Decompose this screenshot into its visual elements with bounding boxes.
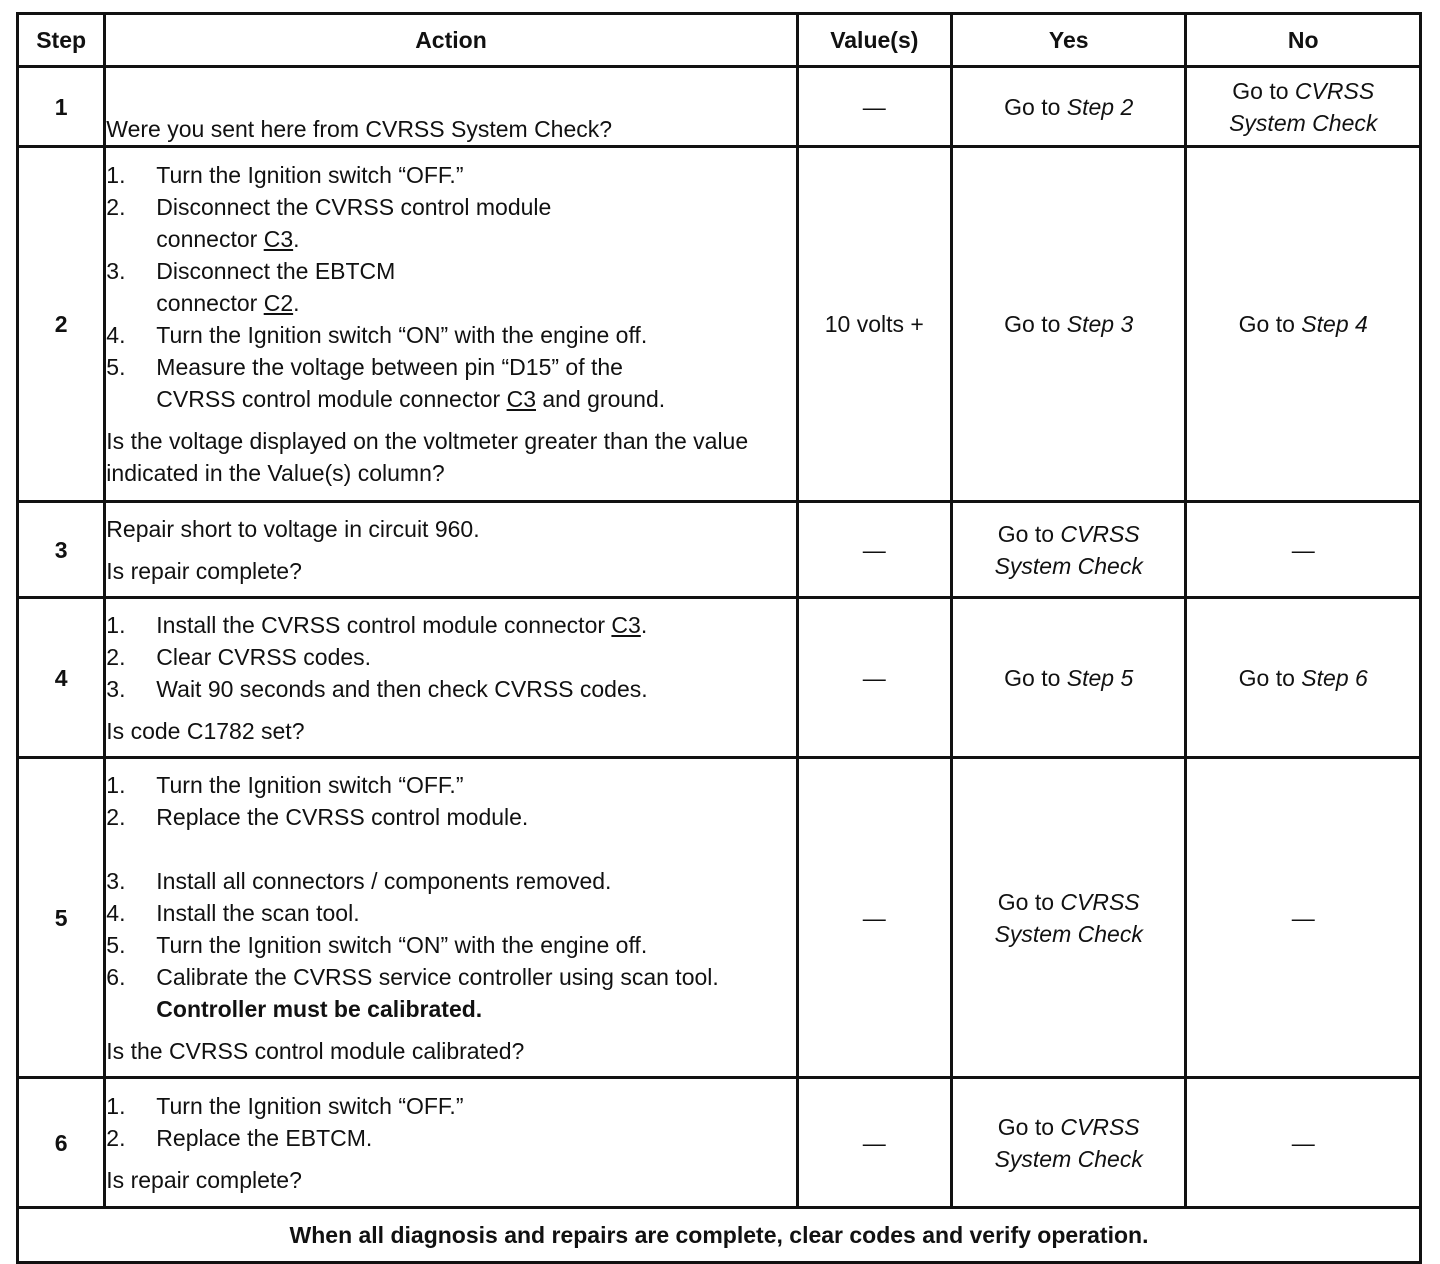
list-item: 4. Install the scan tool. <box>106 899 360 926</box>
warning-text: Controller must be calibrated. <box>156 995 483 1022</box>
list-item: 3. Wait 90 seconds and then check CVRSS codes. <box>106 675 648 702</box>
connector-link[interactable]: C3 <box>506 386 536 412</box>
list-item: 5. Measure the voltage between pin “D15” of the CVRSS control module connector C3 and ground. <box>106 354 666 412</box>
footer-row <box>18 1208 1421 1263</box>
action-cell <box>105 502 797 598</box>
yes-cell: Go to CVRSS System Check <box>951 1078 1186 1208</box>
no-cell: — <box>1186 758 1421 1078</box>
no-cell: Go to Step 4 <box>1186 147 1421 502</box>
header-step: Step <box>18 14 105 67</box>
action-steps <box>106 1090 795 1154</box>
yes-target-link-line2[interactable]: System Check <box>994 1145 1143 1172</box>
yes-cell: Go to CVRSS System Check <box>951 758 1186 1078</box>
yes-target-link[interactable]: Step 2 <box>1066 93 1134 120</box>
list-item: 2. Replace the EBTCM. <box>106 1124 373 1151</box>
list-item: 1. Turn the Ignition switch “OFF.” <box>106 1092 464 1119</box>
list-item: 4. Turn the Ignition switch “ON” with the engine off. <box>106 322 648 348</box>
question-text: Is repair complete? <box>106 557 302 584</box>
yes-cell: Go to CVRSS System Check <box>951 502 1186 598</box>
no-target-link-line1[interactable]: CVRSS <box>1294 77 1375 104</box>
question-text: Is the CVRSS control module calibrated? <box>106 1037 525 1064</box>
no-target-link[interactable]: Step 4 <box>1301 311 1368 337</box>
value-cell: 10 volts + <box>797 147 951 502</box>
diagnostic-table <box>16 12 1422 1264</box>
list-item: 2. Clear CVRSS codes. <box>106 643 372 670</box>
table-row-step-2 <box>18 147 1421 502</box>
step-number: 6 <box>18 1078 105 1208</box>
value-cell: — <box>797 502 951 598</box>
list-item: 5. Turn the Ignition switch “ON” with the engine off. <box>106 931 648 958</box>
list-item: 6. Calibrate the CVRSS service controller using scan tool. Controller must be calibrated. <box>106 963 719 1022</box>
action-cell <box>105 758 797 1078</box>
table-row-step-6 <box>18 1078 1421 1208</box>
yes-cell: Go to Step 3 <box>951 147 1186 502</box>
table-row-step-5 <box>18 758 1421 1078</box>
list-item: 2. Replace the CVRSS control module. <box>106 803 529 830</box>
step-number: 3 <box>18 502 105 598</box>
header-value: Value(s) <box>797 14 951 67</box>
step-number: 1 <box>18 67 105 147</box>
yes-target-link-line2[interactable]: System Check <box>994 920 1143 947</box>
list-item: 3. Install all connectors / components removed. <box>106 867 612 894</box>
yes-target-link[interactable]: Step 5 <box>1066 664 1134 691</box>
no-prefix: Go to <box>1232 77 1289 104</box>
action-steps <box>106 609 795 705</box>
header-row <box>18 14 1421 67</box>
action-text: Repair short to voltage in circuit 960. <box>106 515 480 542</box>
yes-target-link-line1[interactable]: CVRSS <box>1060 520 1140 547</box>
list-item: 2. Disconnect the CVRSS control module connector C3. <box>106 194 552 252</box>
no-cell: — <box>1186 502 1421 598</box>
yes-target-link-line1[interactable]: CVRSS <box>1060 1113 1140 1140</box>
table-row-step-3 <box>18 502 1421 598</box>
connector-link[interactable]: C3 <box>263 226 294 252</box>
table-row-step-4 <box>18 598 1421 758</box>
footer-note: When all diagnosis and repairs are complete, clear codes and verify operation. <box>18 1208 1421 1263</box>
no-target-link[interactable]: Step 6 <box>1301 664 1368 691</box>
yes-target-link-line1[interactable]: CVRSS <box>1060 888 1140 915</box>
action-cell <box>105 147 797 502</box>
no-cell: Go to Step 6 <box>1186 598 1421 758</box>
step-number: 2 <box>18 147 105 502</box>
action-cell <box>105 67 797 147</box>
list-item: 3. Disconnect the EBTCM connector C2. <box>106 258 396 316</box>
question-text: Is repair complete? <box>106 1166 302 1193</box>
value-cell: — <box>797 598 951 758</box>
question-text: Is code C1782 set? <box>106 717 305 744</box>
header-yes: Yes <box>951 14 1186 67</box>
value-cell: — <box>797 758 951 1078</box>
action-cell <box>105 598 797 758</box>
yes-target-link[interactable]: Step 3 <box>1066 311 1134 337</box>
yes-target-link-line2[interactable]: System Check <box>994 552 1143 579</box>
action-cell <box>105 1078 797 1208</box>
no-cell: — <box>1186 1078 1421 1208</box>
action-steps <box>106 159 795 415</box>
yes-cell <box>951 67 1186 147</box>
yes-cell: Go to Step 5 <box>951 598 1186 758</box>
question-text: Is the voltage displayed on the voltmeter greater than the value indicated in the Value(s) column? <box>106 428 749 486</box>
list-item: 1. Install the CVRSS control module connector C3. <box>106 611 648 638</box>
connector-link[interactable]: C2 <box>263 290 294 316</box>
list-item: 1. Turn the Ignition switch “OFF.” <box>106 771 464 798</box>
question-text: Were you sent here from CVRSS System Check? <box>106 116 613 142</box>
connector-link[interactable]: C3 <box>611 611 641 638</box>
step-number: 5 <box>18 758 105 1078</box>
header-action: Action <box>105 14 797 67</box>
header-no: No <box>1186 14 1421 67</box>
list-item: 1. Turn the Ignition switch “OFF.” <box>106 162 464 188</box>
table-row-step-1 <box>18 67 1421 147</box>
action-steps <box>106 769 795 1025</box>
step-number: 4 <box>18 598 105 758</box>
value-cell: — <box>797 1078 951 1208</box>
no-cell <box>1186 67 1421 147</box>
value-cell: — <box>797 67 951 147</box>
yes-prefix: Go to <box>1004 93 1061 120</box>
no-target-link-line2[interactable]: System Check <box>1229 109 1378 136</box>
